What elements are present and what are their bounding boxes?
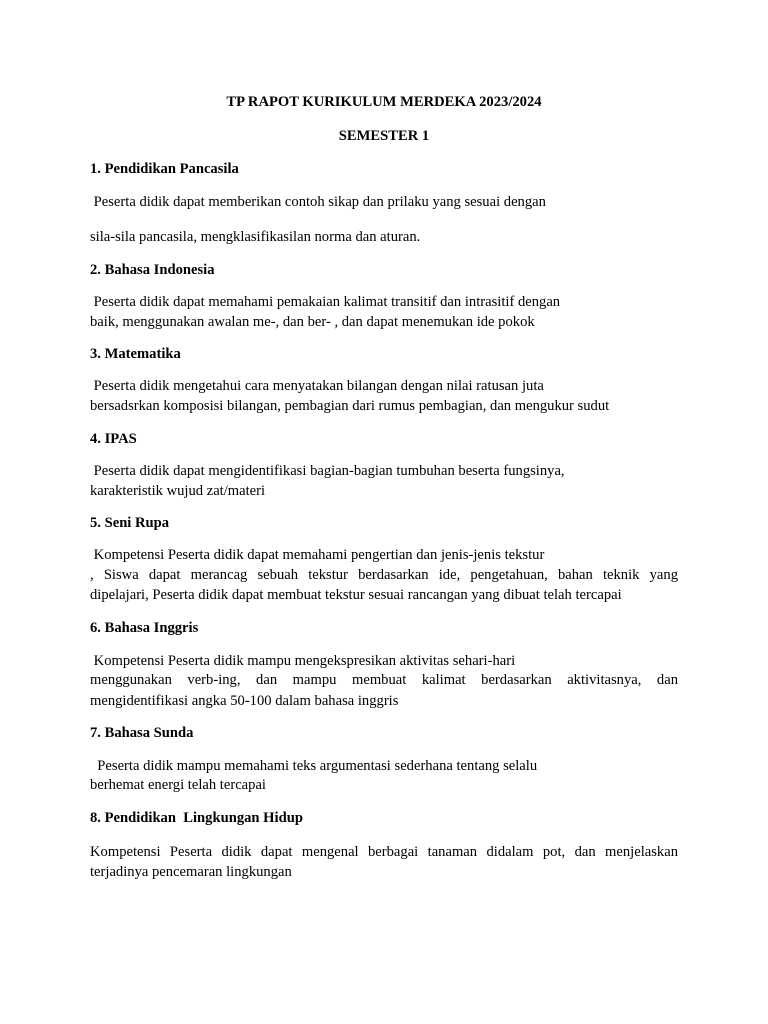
section-text-line: Peserta didik dapat memahami pemakaian kalimat transitif dan intrasitif dengan bbox=[90, 294, 561, 310]
section-text-line: terjadinya pencemaran lingkungan bbox=[90, 864, 292, 880]
section-heading-ipas: 4. IPAS bbox=[90, 431, 137, 447]
section-text-line: Peserta didik dapat mengidentifikasi bagian-bagian tumbuhan beserta fungsinya, bbox=[90, 463, 565, 479]
section-text-line: menggunakan verb-ing, dan mampu membuat kalimat berdasarkan aktivitasnya, dan bbox=[90, 672, 678, 688]
section-text-line: Kompetensi Peserta didik dapat mengenal berbagai tanaman didalam pot, dan menjelaskan bbox=[90, 844, 678, 860]
section-text-line: Peserta didik dapat memberikan contoh sikap dan prilaku yang sesuai dengan bbox=[90, 194, 546, 210]
section-heading-matematika: 3. Matematika bbox=[90, 346, 181, 362]
section-text-line: dipelajari, Peserta didik dapat membuat tekstur sesuai rancangan yang dibuat telah tercapai bbox=[90, 587, 622, 603]
section-text-line: Peserta didik mengetahui cara menyatakan bilangan dengan nilai ratusan juta bbox=[90, 378, 544, 394]
section-text-line: bersadsrkan komposisi bilangan, pembagian dari rumus pembagian, dan mengukur sudut bbox=[90, 398, 610, 414]
section-heading-bahasa-sunda: 7. Bahasa Sunda bbox=[90, 725, 194, 741]
section-text-line: Kompetensi Peserta didik mampu mengekspresikan aktivitas sehari-hari bbox=[90, 653, 516, 669]
section-text-line: karakteristik wujud zat/materi bbox=[90, 483, 266, 499]
semester-title: SEMESTER 1 bbox=[338, 128, 430, 144]
section-text-line: Kompetensi Peserta didik dapat memahami pengertian dan jenis-jenis tekstur bbox=[90, 547, 545, 563]
section-text-line: mengidentifikasi angka 50-100 dalam bahasa inggris bbox=[90, 693, 399, 709]
section-text-line: baik, menggunakan awalan me-, dan ber- , dan dapat menemukan ide pokok bbox=[90, 314, 535, 330]
section-heading-bahasa-inggris: 6. Bahasa Inggris bbox=[90, 620, 199, 636]
section-heading-bahasa-indonesia: 2. Bahasa Indonesia bbox=[90, 262, 215, 278]
section-text-line: berhemat energi telah tercapai bbox=[90, 777, 266, 793]
section-text-line: Peserta didik mampu memahami teks argumentasi sederhana tentang selalu bbox=[90, 758, 538, 774]
section-heading-pendidikan-lingkungan-hidup: 8. Pendidikan Lingkungan Hidup bbox=[90, 810, 303, 826]
section-text-line: sila-sila pancasila, mengklasifikasilan norma dan aturan. bbox=[90, 229, 421, 245]
document-title: TP RAPOT KURIKULUM MERDEKA 2023/2024 bbox=[226, 94, 542, 110]
section-heading-pendidikan-pancasila: 1. Pendidikan Pancasila bbox=[90, 161, 239, 177]
section-heading-seni-rupa: 5. Seni Rupa bbox=[90, 515, 170, 531]
section-text-line: , Siswa dapat merancag sebuah tekstur berdasarkan ide, pengetahuan, bahan teknik yang bbox=[90, 567, 678, 583]
